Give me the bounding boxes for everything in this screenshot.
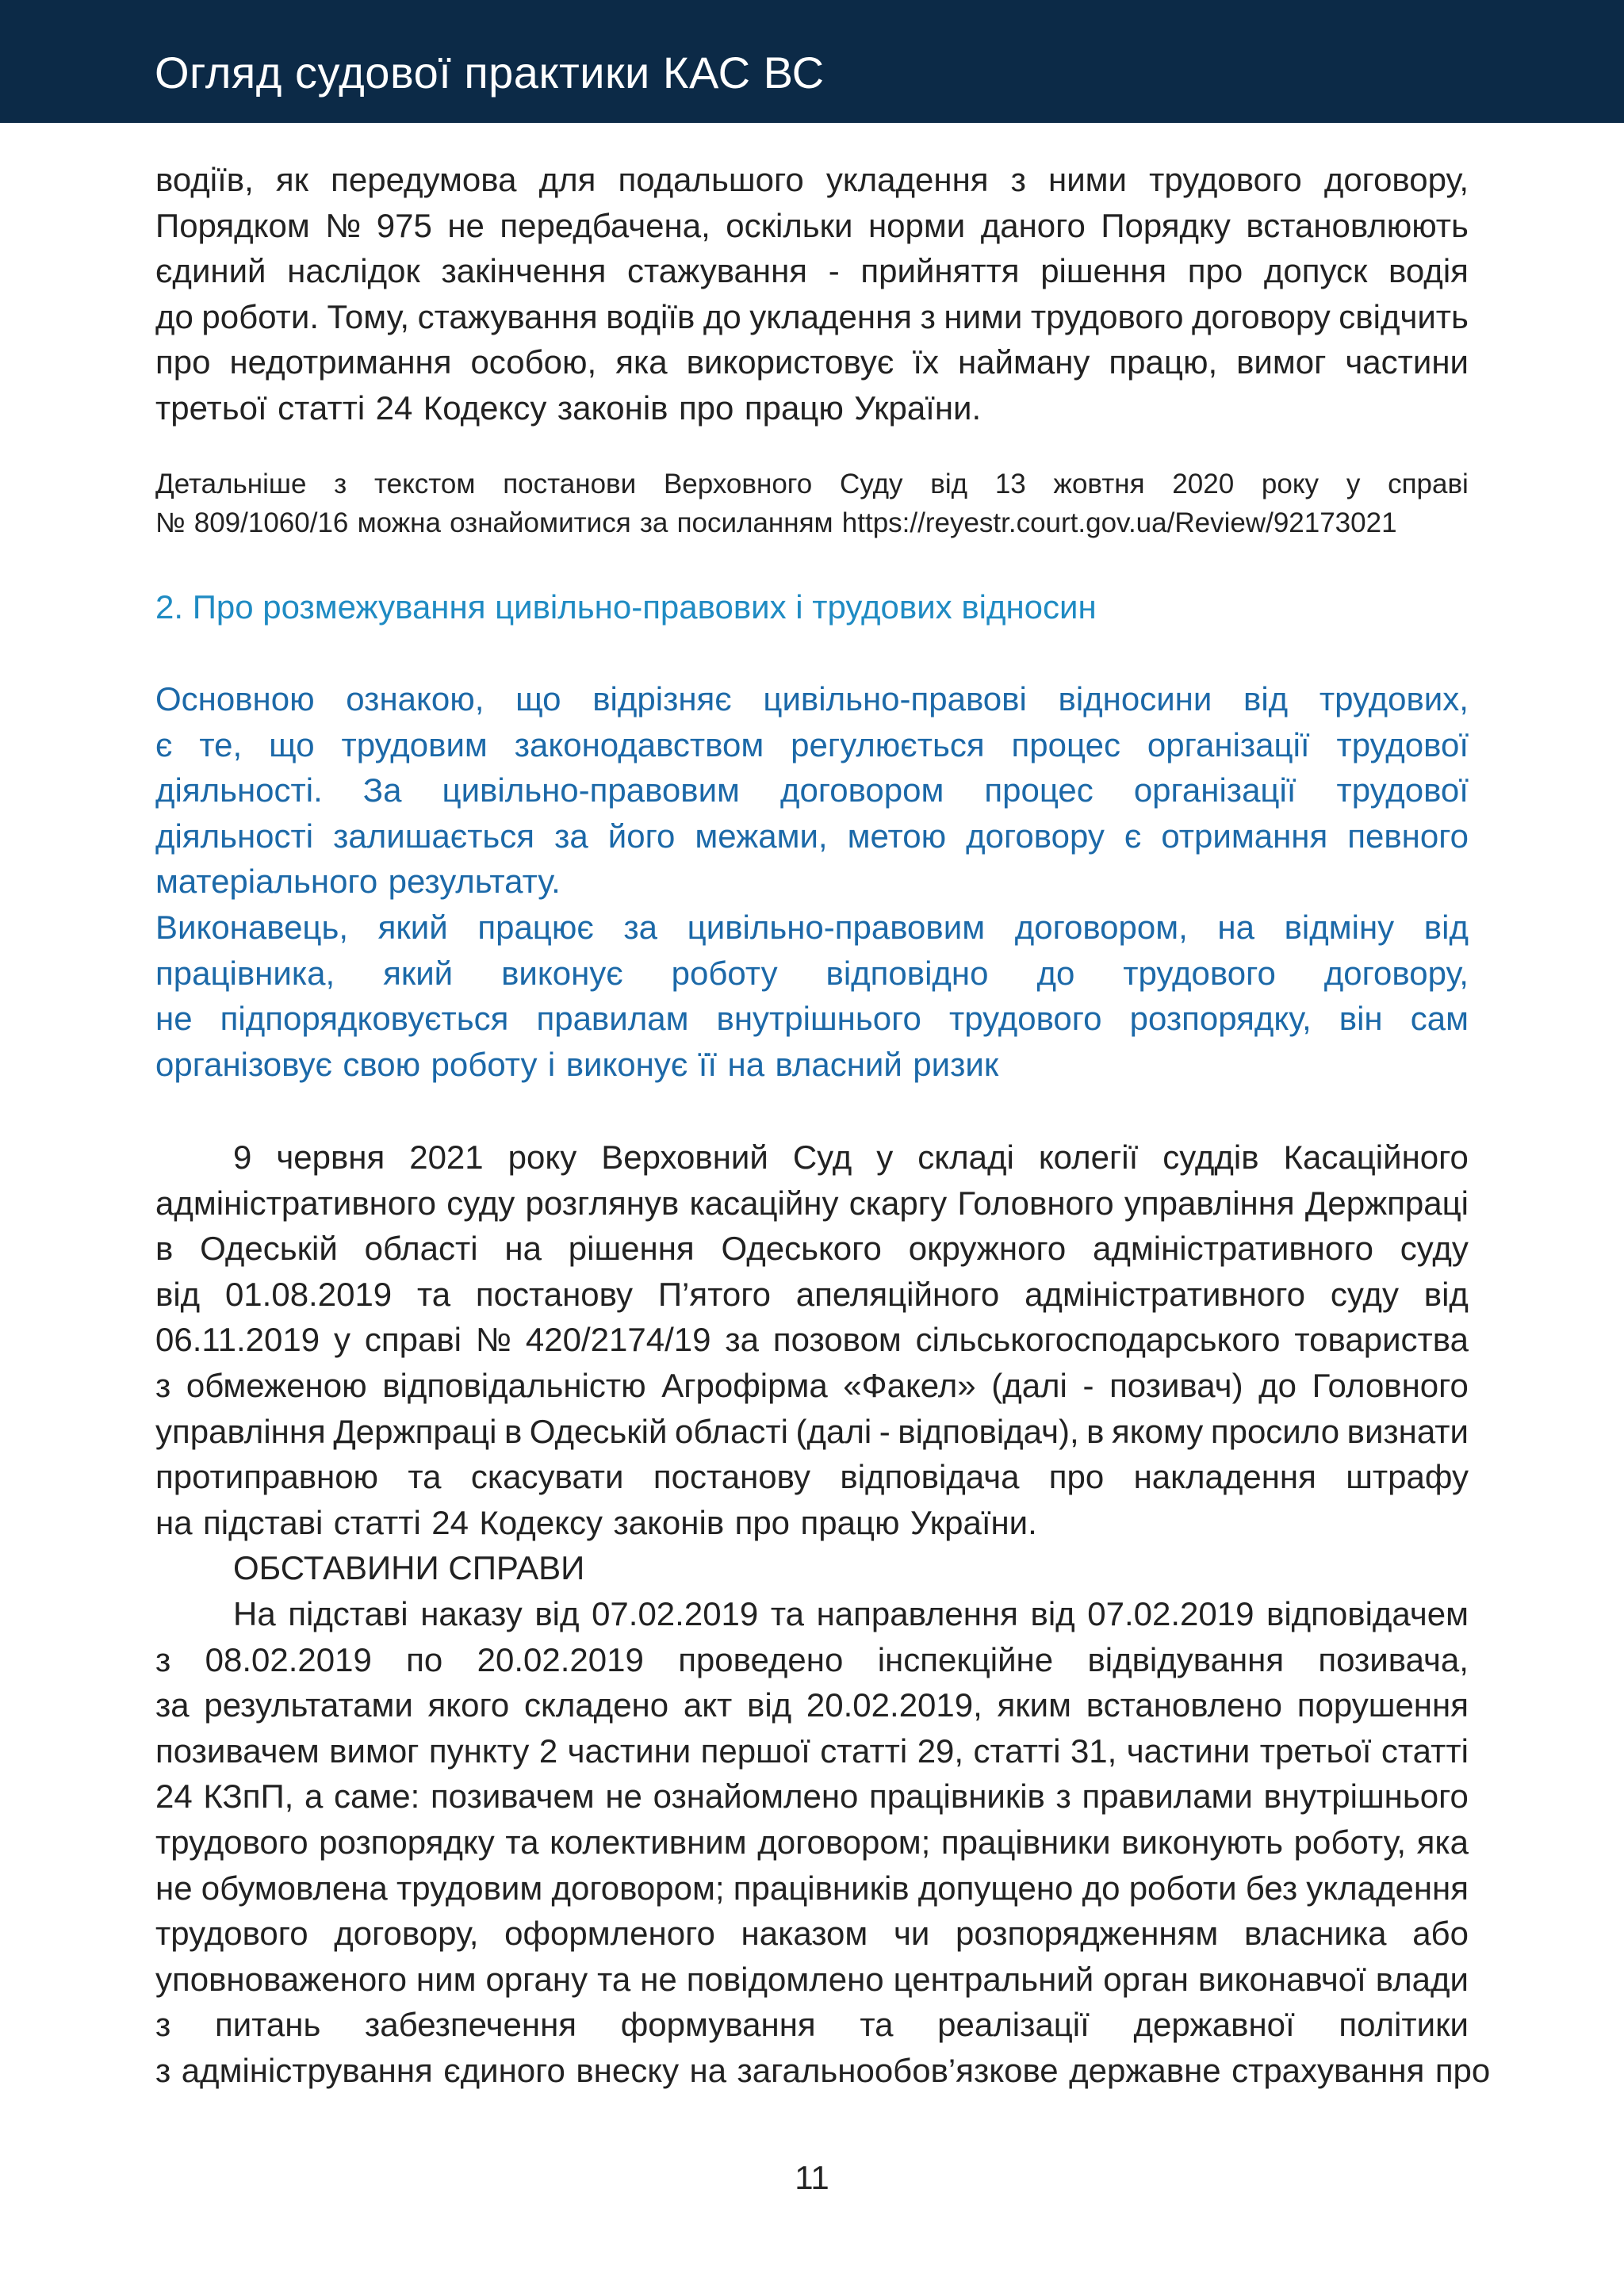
text-line: трудового договору, оформленого наказом чи розпорядженням власника або [155, 1915, 1469, 1953]
text-line: На підставі наказу від 07.02.2019 та направлення від 07.02.2019 відповідачем [233, 1595, 1469, 1632]
text-line: Порядком № 975 не передбачена, оскільки норми даного Порядку встановлюють [155, 206, 1469, 244]
text-line: 06.11.2019 у справі № 420/2174/19 за позовом сільськогосподарського товариства [155, 1321, 1469, 1359]
case-intro-paragraph [155, 1135, 1469, 1545]
reference-note [155, 465, 1469, 542]
text-line: працівника, який виконує роботу відповідно до трудового договору, [155, 954, 1469, 992]
text-line: в Одеській області на рішення Одеського окружного адміністративного суду [155, 1230, 1469, 1268]
text-line: з обмеженою відповідальністю Агрофірма «Факел» (далі - позивач) до Головного [155, 1366, 1469, 1404]
text-line: є те, що трудовим законодавством регулюється процес організації трудової [155, 725, 1469, 763]
text-line: позивачем вимог пункту 2 частини першої статті 29, статті 31, частини третьої статті [155, 1732, 1469, 1770]
text-line: не підпорядковується правилам внутрішнього трудового розпорядку, він сам [155, 1000, 1469, 1038]
circumstances-heading: ОБСТАВИНИ СПРАВИ [233, 1549, 585, 1586]
text-line: організовує свою роботу і виконує її на власний ризик [155, 1045, 999, 1083]
text-line: діяльності. За цивільно-правовим договором процес організації трудової [155, 771, 1469, 809]
paragraph-continuation [155, 157, 1469, 431]
text-line: управління Держпраці в Одеській області (далі - відповідач), в якому просило визнати [155, 1412, 1469, 1450]
text-line: до роботи. Тому, стажування водіїв до укладення з ними трудового договору свідчить [155, 297, 1469, 335]
text-line: про недотримання особою, яка використовує їх найману працю, вимог частини [155, 343, 1469, 381]
text-line: Детальніше з текстом постанови Верховного Суду від 13 жовтня 2020 року у справі [155, 469, 1469, 499]
text-line: на підставі статті 24 Кодексу законів про працю України. [155, 1503, 1037, 1541]
circumstances-paragraph [155, 1591, 1491, 2094]
text-line: протиправною та скасувати постанову відповідача про накладення штрафу [155, 1458, 1469, 1496]
text-line: з 08.02.2019 по 20.02.2019 проведено інспекційне відвідування позивача, [155, 1640, 1469, 1678]
page-header-bar [0, 0, 1624, 123]
text-line: водіїв, як передумова для подальшого укладення з ними трудового договору, [155, 161, 1469, 198]
summary-paragraph-2 [155, 905, 1469, 1087]
text-line: з адміністрування єдиного внеску на загальнообов’язкове державне страхування про [155, 2051, 1491, 2089]
text-line: від 01.08.2019 та постанову П’ятого апеляційного адміністративного суду від [155, 1275, 1469, 1313]
text-line: єдиний наслідок закінчення стажування - прийняття рішення про допуск водія [155, 252, 1469, 290]
text-line: третьої статті 24 Кодексу законів про працю України. [155, 388, 982, 427]
text-line: не обумовлена трудовим договором; працівників допущено до роботи без укладення [155, 1869, 1469, 1907]
text-line: матеріального результату. [155, 863, 561, 901]
text-line: діяльності залишається за його межами, метою договору є отримання певного [155, 817, 1469, 855]
text-line: Виконавець, який працює за цивільно-правовим договором, на відміну від [155, 909, 1469, 946]
text-line: трудового розпорядку та колективним договором; працівники виконують роботу, яка [155, 1823, 1469, 1861]
text-line: уповноваженого ним органу та не повідомлено центральний орган виконавчої влади [155, 1960, 1469, 1998]
summary-paragraph-1 [155, 676, 1469, 905]
text-line: за результатами якого складено акт від 20.02.2019, яким встановлено порушення [155, 1686, 1469, 1724]
text-line: 24 КЗпП, а саме: позивачем не ознайомлено працівників з правилами внутрішнього [155, 1777, 1469, 1816]
text-line: з питань забезпечення формування та реалізації державної політики [155, 2006, 1469, 2044]
text-line: № 809/1060/16 можна ознайомитися за посиланням https://reyestr.court.gov.ua/Review/92173021 [155, 507, 1397, 538]
section-heading: 2. Про розмежування цивільно-правових і трудових відносин [155, 588, 1097, 626]
text-line: Основною ознакою, що відрізняє цивільно-правові відносини від трудових, [155, 680, 1469, 718]
text-line: адміністративного суду розглянув касаційну скаргу Головного управління Держпраці [155, 1184, 1469, 1222]
circumstances-heading-block [155, 1545, 1469, 1591]
page-number: 11 [795, 2159, 829, 2196]
text-line: 9 червня 2021 року Верховний Суд у складі колегії суддів Касаційного [233, 1138, 1469, 1176]
header-title: Огляд судової практики КАС ВС [155, 48, 825, 98]
